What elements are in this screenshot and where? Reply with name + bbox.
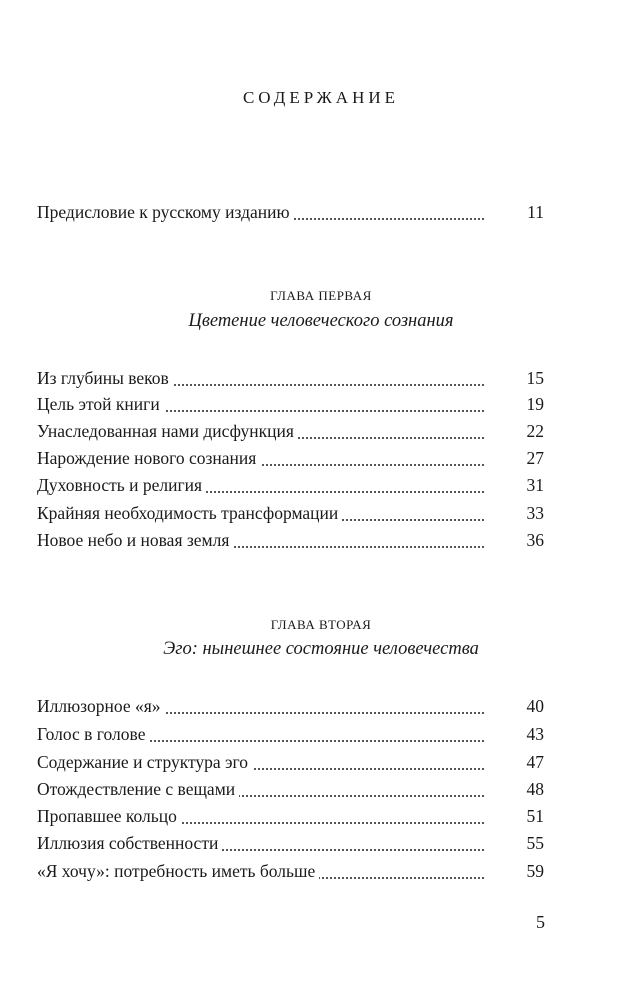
toc-entry-page: 19 (526, 394, 544, 414)
toc-entry-label: Новое небо и новая земля (37, 528, 233, 552)
toc-entry-label: Отождествление с вещами (37, 777, 239, 801)
toc-entry-page: 59 (526, 861, 544, 881)
toc-entry[interactable] (37, 473, 544, 497)
toc-entry-label: Из глубины веков (37, 366, 173, 390)
chapter-title: Цветение человеческого сознания (188, 311, 454, 331)
toc-entry[interactable] (37, 777, 544, 801)
toc-entry-page: 51 (526, 806, 544, 826)
toc-entry[interactable] (37, 831, 544, 855)
toc-entry-page: 43 (526, 724, 544, 744)
toc-entry[interactable] (37, 750, 544, 774)
toc-entry-label: Содержание и структура эго (37, 750, 252, 774)
toc-entry-page: 15 (526, 368, 544, 388)
chapter-title: Эго: нынешнее состояние человечества (163, 639, 479, 659)
toc-entry-label: Крайняя необходимость трансформации (37, 501, 342, 525)
toc-entry-page: 40 (526, 696, 544, 716)
toc-entry[interactable] (37, 419, 544, 443)
toc-entry-label: Цель этой книги (37, 392, 164, 416)
toc-entry-page: 47 (526, 752, 544, 772)
toc-entry[interactable] (37, 722, 544, 746)
toc-entry-page: 36 (526, 530, 544, 550)
toc-entry[interactable] (37, 501, 544, 525)
toc-entry[interactable] (37, 392, 544, 416)
toc-entry[interactable] (37, 528, 544, 552)
toc-entry-label: Пропавшее кольцо (37, 804, 181, 828)
toc-entry-label: Духовность и религия (37, 473, 206, 497)
toc-entry-label: Нарождение нового сознания (37, 446, 260, 470)
chapter-label: ГЛАВА ВТОРАЯ (270, 617, 372, 632)
toc-entry-page: 48 (526, 779, 544, 799)
toc-entry-page: 22 (526, 421, 544, 441)
page-number: 5 (536, 912, 545, 932)
toc-entry-page: 31 (526, 475, 544, 495)
contents-heading: СОДЕРЖАНИЕ (242, 88, 400, 107)
toc-entry-page: 33 (526, 503, 544, 523)
toc-entry[interactable] (37, 859, 544, 883)
toc-entry-page: 55 (526, 833, 544, 853)
toc-entry-page: 27 (526, 448, 544, 468)
toc-entry[interactable] (37, 804, 544, 828)
toc-entry-label: Голос в голове (37, 722, 149, 746)
toc-entry-page: 11 (527, 202, 544, 222)
toc-entry-label: «Я хочу»: потребность иметь больше (37, 859, 319, 883)
toc-entry[interactable] (37, 446, 544, 470)
toc-entry-label: Предисловие к русскому изданию (37, 200, 294, 224)
toc-entry-preface[interactable] (37, 200, 544, 224)
toc-entry-label: Иллюзорное «я» (37, 694, 165, 718)
toc-entry[interactable] (37, 366, 544, 390)
toc-entry-label: Унаследованная нами дисфункция (37, 419, 298, 443)
toc-entry-label: Иллюзия собственности (37, 831, 222, 855)
toc-entry[interactable] (37, 694, 544, 718)
chapter-label: ГЛАВА ПЕРВАЯ (270, 288, 372, 303)
